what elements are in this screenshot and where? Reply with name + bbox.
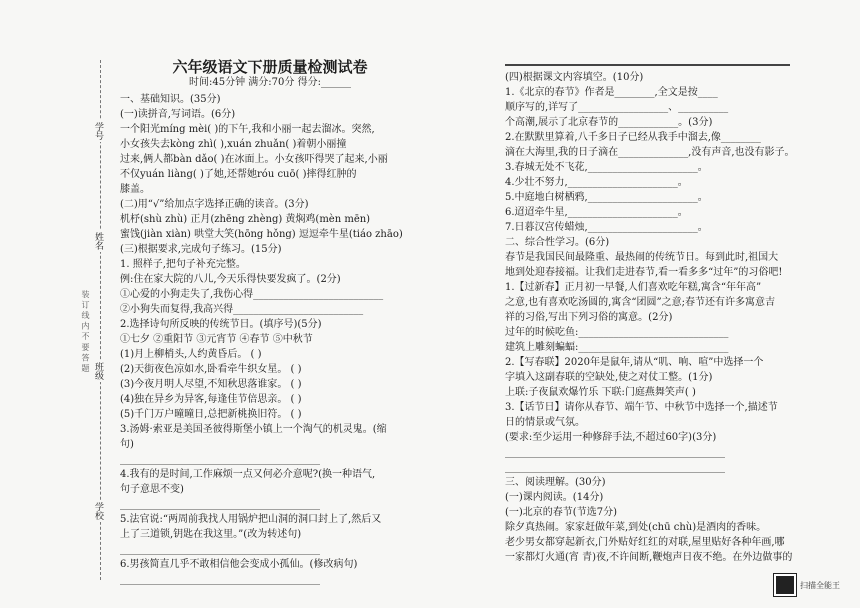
- right-line: 字填入这副春联的空缺处,使之对仗工整。(1分): [505, 372, 713, 383]
- left-line: (4)独在异乡为异客,每逢佳节倍思亲。 ( ): [120, 394, 302, 405]
- right-line: 6.迢迢牵牛星,______________________。: [505, 207, 688, 218]
- left-line: 小女孩失去kòng zhì( ),xuán zhuǎn( )着朝小丽撞: [120, 139, 347, 150]
- left-line: ②小狗失而复得,我高兴得__________________________: [120, 304, 364, 315]
- right-line: 2.【写春联】2020年是鼠年,请从“叽、响、喧”中选择一个: [505, 357, 764, 368]
- left-line: 句子意思不变): [120, 484, 184, 495]
- right-column: [505, 70, 795, 565]
- right-line: 2.在默默里算着,八千多日子已经从我手中溜去,像________: [505, 132, 761, 143]
- right-line: 4.少壮不努力,______________________。: [505, 177, 688, 188]
- binding-label-id: 学号: [93, 122, 103, 140]
- right-line: 地到处迎春接福。让我们走进春节,看一看多多“过年”的习俗吧!: [505, 267, 783, 278]
- right-line: 7.日暮汉宫传蜡烛,______________________。: [505, 222, 708, 233]
- left-line: 膝盖。: [120, 184, 150, 195]
- right-line: 老少男女都穿起新衣,门外贴好红红的对联,屋里贴好各种年画,哪: [505, 537, 785, 548]
- right-line: 上联:子夜鼠欢爆竹乐 下联:门庭燕舞笑声( ): [505, 387, 696, 398]
- right-line: 个高潮,展示了北京春节的____________。(3分): [505, 117, 713, 128]
- right-line: 5.中庭地白树栖鸦,______________________。: [505, 192, 708, 203]
- right-line: (四)根据课文内容填空。(10分): [505, 72, 644, 83]
- right-line: 滴在大海里,我的日子滴在______________,没有声音,也没有影子。: [505, 147, 795, 158]
- right-line: 建筑上雕刻蝙蝠:______________________________: [505, 342, 729, 353]
- binding-margin: [40, 60, 120, 590]
- right-line: 三、阅读理解。(30分): [505, 477, 606, 488]
- left-line: 句): [120, 439, 134, 450]
- scanner-watermark: [774, 574, 840, 596]
- left-line: 3.汤姆·索亚是美国圣彼得斯堡小镇上一个淘气的机灵鬼。(缩: [120, 424, 387, 435]
- left-line: 6.男孩简直几乎不敢相信他会变成小孤仙。(修改病句): [120, 559, 358, 570]
- right-line: 春节是我国民间最隆重、最热闹的传统节日。每到此时,祖国大: [505, 252, 779, 263]
- left-line: (三)根据要求,完成句子练习。(15分): [120, 244, 282, 255]
- left-line: 蜜饯(jiàn xiàn) 哄堂大笑(hōng hǒng) 逗逗牵牛星(tiáo zhāo): [120, 229, 403, 240]
- binding-label-name: 姓名: [93, 232, 103, 250]
- right-line: 二、综合性学习。(6分): [505, 237, 610, 248]
- left-line: (2)天街夜色凉如水,卧看牵牛织女星。 ( ): [120, 364, 302, 375]
- page-title: 六年级语文下册质量检测试卷: [172, 58, 368, 76]
- right-top-rule: [505, 64, 790, 66]
- binding-hint: 装 订 线 内 不 要 答 题: [81, 290, 90, 372]
- left-line: (1)月上柳梢头,人约黄昏后。 ( ): [120, 349, 262, 360]
- binding-label-class: 班级: [93, 362, 103, 380]
- right-line: 过年的时候吃鱼:______________________________: [505, 327, 729, 338]
- right-line: 3.【话节日】请你从春节、端午节、中秋节中选择一个,描述节: [505, 402, 778, 413]
- left-line: ________________________________________: [120, 574, 320, 585]
- left-line: 机杼(shù zhù) 正月(zhēng zhèng) 黄焖鸡(mèn mēn): [120, 214, 371, 225]
- left-line: (5)千门万户曈曈日,总把新桃换旧符。 ( ): [120, 409, 302, 420]
- left-line: 一个阳光míng mèi( )的下午,我和小丽一起去溜冰。突然,: [120, 124, 375, 135]
- left-line: ________________________________________: [120, 454, 320, 465]
- left-line: (3)今夜月明人尽望,不知秋思落谁家。 ( ): [120, 379, 302, 390]
- right-line: 除夕真热闹。家家赶做年菜,到处(chū chù)是酒肉的香味。: [505, 522, 767, 533]
- watermark-text: 扫描全能王: [800, 580, 840, 590]
- left-line: ①七夕 ②重阳节 ③元宵节 ④春节 ⑤中秋节: [120, 334, 313, 345]
- right-line: 祥的习俗,写出下列习俗的寓意。(2分): [505, 312, 673, 323]
- left-line: 一、基础知识。(35分): [120, 94, 221, 105]
- left-line: 2.选择诗句所反映的传统节日。(填序号)(5分): [120, 319, 322, 330]
- left-column: [120, 48, 420, 587]
- left-line: (二)用“√”给加点字选择正确的读音。(3分): [120, 199, 309, 210]
- right-line: 之意,也有喜欢吃汤圆的,寓含“团圆”之意;春节还有许多寓意吉: [505, 297, 775, 308]
- right-line: 1.《北京的春节》作者是________,全文是按____: [505, 87, 718, 98]
- left-line: 1. 照样子,把句子补充完整。: [120, 259, 246, 270]
- left-line: 不仅yuán liàng( )了她,还帮她róu cuō( )摔得红肿的: [120, 169, 357, 180]
- left-line: 5.法官说:“两周前我找人用锅炉把山洞的洞口封上了,然后又: [120, 514, 382, 525]
- right-line: (一)北京的春节(节选7分): [505, 507, 617, 518]
- right-line: ____________________________________________: [505, 447, 725, 458]
- right-line: 顺序写的,详写了__________________、__________: [505, 102, 729, 113]
- right-line: 1.【过新春】正月初一早餐,人们喜欢吃年糕,寓含“年年高”: [505, 282, 762, 293]
- left-line: 过来,俩人都bàn dǎo( )在冰面上。小女孩吓得哭了起来,小丽: [120, 154, 388, 165]
- left-line: ________________________________________: [120, 499, 320, 510]
- left-line: 4.我有的是时间,工作麻烦一点又何必介意呢?(换一种语气,: [120, 469, 376, 480]
- left-line: 上了三道锁,钥匙在我这里。”(改为转述句): [120, 529, 302, 540]
- qr-icon: [774, 574, 796, 596]
- right-line: ____________________________________________: [505, 462, 725, 473]
- left-line: ________________________________________: [120, 544, 320, 555]
- exam-meta: 时间:45分钟 满分:70分 得分:______: [189, 77, 351, 88]
- left-line: (一)读拼音,写词语。(6分): [120, 109, 236, 120]
- binding-label-school: 学校: [93, 502, 103, 520]
- right-line: 一家都灯火通(宵 青)夜,不许间断,鞭炮声日夜不绝。在外边做事的: [505, 552, 793, 563]
- left-line: ①心爱的小狗走失了,我伤心得__________________________: [120, 289, 384, 300]
- left-line: 例:住在家大院的八儿,今天乐得快要发疯了。(2分): [120, 274, 341, 285]
- right-line: (要求:至少运用一种修辞手法,不超过60字)(3分): [505, 432, 717, 443]
- right-line: 3.春城无处不飞花,______________________。: [505, 162, 708, 173]
- right-line: (一)课内阅读。(14分): [505, 492, 604, 503]
- right-line: 日的情景或气氛。: [505, 417, 585, 428]
